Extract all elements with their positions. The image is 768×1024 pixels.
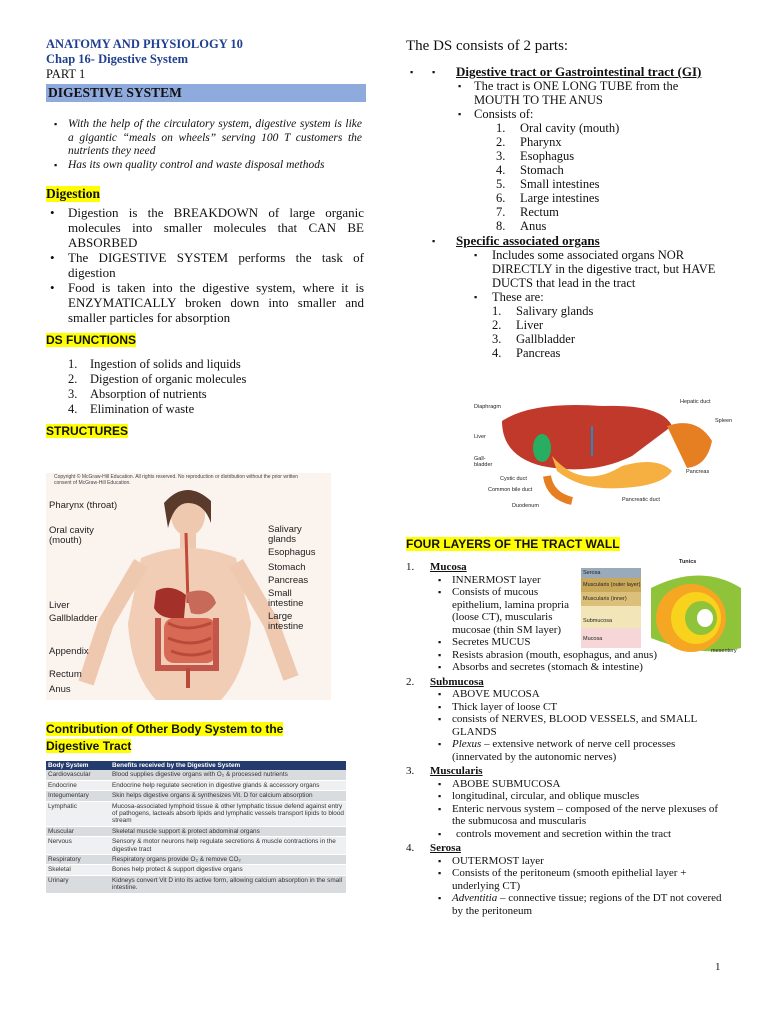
- label-pancreatic-duct: Pancreatic duct: [622, 497, 660, 503]
- submucosa-points: [434, 688, 726, 763]
- label-common-bile-duct: Common bile duct: [488, 487, 533, 493]
- label-liver-fig: Liver: [474, 434, 486, 440]
- ds-parts-intro: The DS consists of 2 parts:: [406, 38, 569, 54]
- layer-point: ▪ Enteric nervous system – composed of the nerve plexuses of the submucosa and muscularis: [434, 803, 726, 828]
- table-row: Urinary Kidneys convert Vit D into its active form, allowing calcium absorption in the small intestine.: [46, 875, 346, 893]
- tract-part: 1. Oral cavity (mouth): [496, 121, 620, 135]
- label-hepatic-duct: Hepatic duct: [680, 399, 711, 405]
- table-header: Body System: [46, 761, 110, 770]
- part-label: PART 1: [46, 67, 86, 81]
- label-gallbladder: Gallbladder: [49, 613, 98, 624]
- label-diaphragm: Diaphragm: [474, 404, 501, 410]
- label-small-intestine: Small intestine: [268, 588, 304, 609]
- label-mucosa-fig: Mucosa: [583, 636, 603, 642]
- table-row: Nervous Sensory & motor neurons help regulate secretions & muscle contractions in the digestive tract: [46, 837, 346, 855]
- label-oral-cavity: Oral cavity (mouth): [49, 525, 94, 546]
- digestion-item: • Food is taken into the digestive system, where it is ENZYMATICALLY broken down into smaller and smaller particles for absorption: [46, 280, 364, 325]
- contribution-table: [46, 761, 346, 894]
- label-appendix: Appendix: [49, 646, 89, 657]
- label-esophagus: Esophagus: [268, 547, 316, 558]
- digestion-heading: Digestion: [46, 186, 100, 201]
- function-item: 4. Elimination of waste: [68, 402, 195, 416]
- tract-sub-item: ▪ The tract is ONE LONG TUBE from the MOUTH TO THE ANUS: [458, 79, 679, 107]
- organ: 4. Pancreas: [492, 346, 561, 360]
- label-pharynx: Pharynx (throat): [49, 500, 118, 511]
- label-pancreas-fig: Pancreas: [686, 469, 710, 475]
- tract-part: 3. Esophagus: [496, 149, 575, 163]
- accessory-organs-figure: [472, 396, 740, 514]
- label-spleen: Spleen: [715, 418, 733, 424]
- label-duodenum: Duodenum: [512, 503, 539, 509]
- layer-point: ▪ OUTERMOST layer: [434, 855, 726, 868]
- layer-point: ▪ ABOBE SUBMUCOSA: [434, 778, 726, 791]
- left-column: [46, 0, 366, 440]
- organ: 2. Liver: [492, 318, 544, 332]
- function-item: 1. Ingestion of solids and liquids: [68, 357, 241, 371]
- table-row: Skeletal Bones help protect & support digestive organs: [46, 865, 346, 875]
- digestion-item: • Digestion is the BREAKDOWN of large organic molecules into smaller molecules that CAN BE ABSORBED: [46, 205, 364, 250]
- organs-sub-item: ▪ These are:: [474, 290, 544, 304]
- figure-copyright: Copyright © McGraw-Hill Education. All rights reserved. No reproduction or distribution without the prior written consent of McGraw-Hill Education.: [54, 474, 299, 486]
- layer-serosa: 4. Serosa: [406, 842, 461, 854]
- serosa-points: [434, 855, 726, 918]
- label-salivary-glands: Salivary glands: [268, 524, 302, 545]
- organs-sub-list: [472, 248, 722, 304]
- label-muscularis-inner: Muscularis (inner): [583, 596, 627, 602]
- label-muscularis-outer: Muscularis (outer layer): [583, 582, 641, 588]
- organs-items: [492, 304, 726, 360]
- label-cystic-duct: Cystic duct: [500, 476, 527, 482]
- label-mesentery: mesentery: [711, 648, 737, 654]
- muscularis-points: [434, 778, 726, 841]
- ds-parts-list: [406, 65, 726, 79]
- function-item: 3. Absorption of nutrients: [68, 387, 207, 401]
- label-gallbladder-fig: Gall-bladder: [474, 456, 493, 468]
- chapter-title: Chap 16- Digestive System: [46, 52, 189, 66]
- table-row: Lymphatic Mucosa-associated lymphoid tissue & other lymphatic tissue defend against entry of pathogens, lacteals absorb lipids and lymphatic vessels transport lipids to blood stream: [46, 801, 346, 826]
- layers-list: [406, 561, 726, 917]
- digestive-system-figure: [46, 473, 331, 700]
- tract-heading: Digestive tract or Gastrointestinal tract (GI): [456, 64, 702, 79]
- layer-point: ▪ longitudinal, circular, and oblique muscles: [434, 790, 726, 803]
- tract-part: 5. Small intestines: [496, 177, 600, 191]
- organ: 1. Salivary glands: [492, 304, 594, 318]
- layer-point: ▪ Consists of mucous epithelium, lamina propria (loose CT), muscularis mucosae (thin SM layer): [434, 586, 582, 636]
- label-pancreas: Pancreas: [268, 575, 309, 586]
- layer-submucosa: 2. Submucosa: [406, 675, 484, 688]
- table-row: Endocrine Endocrine help regulate secretion in digestive glands & accessory organs: [46, 780, 346, 790]
- function-item: 2. Digestion of organic molecules: [68, 372, 247, 386]
- tract-sub-item: ▪ Consists of:: [458, 107, 534, 121]
- contribution-heading: Contribution of Other Body System to the Digestive Tract: [46, 722, 284, 753]
- mucosa-points-narrow: [434, 574, 582, 649]
- tract-sub-list: [456, 79, 726, 121]
- intro-item: ▪ Has its own quality control and waste disposal methods: [46, 159, 362, 173]
- table-row: Integumentary Skin helps digestive organs & synthesizes Vit. D for calcium absorption: [46, 791, 346, 801]
- layer-point: ▪ Resists abrasion (mouth, esophagus, and anus): [434, 649, 726, 662]
- layer-point: ▪ Absorbs and secretes (stomach & intestine): [434, 661, 726, 674]
- tract-items: [496, 121, 726, 233]
- layer-muscularis: 3. Muscularis: [406, 765, 483, 777]
- label-submucosa-fig: Submucosa: [583, 618, 613, 624]
- organs-heading: Specific associated organs: [456, 233, 600, 248]
- contribution-table-wrap: [46, 761, 346, 894]
- structures-heading: STRUCTURES: [46, 424, 129, 438]
- organ: 3. Gallbladder: [492, 332, 576, 346]
- layer-point: ▪ consists of NERVES, BLOOD VESSELS, and SMALL GLANDS: [434, 713, 726, 738]
- layer-point: ▪ Adventitia – connective tissue; regions of the DT not covered by the peritoneum: [434, 892, 726, 917]
- tract-part: 7. Rectum: [496, 205, 559, 219]
- organs-item: ▪ Specific associated organs: [432, 233, 600, 248]
- digestion-list: [46, 205, 364, 325]
- label-liver: Liver: [49, 600, 70, 611]
- mucosa-points: [434, 649, 726, 674]
- layers-heading: FOUR LAYERS OF THE TRACT WALL: [406, 537, 620, 551]
- functions-heading: DS FUNCTIONS: [46, 333, 136, 347]
- label-stomach: Stomach: [268, 562, 306, 573]
- functions-list: [46, 357, 366, 417]
- digestion-item: • The DIGESTIVE SYSTEM performs the task of digestion: [46, 250, 364, 280]
- tract-item: ▪ ▪ Digestive tract or Gastrointestinal tract (GI): [406, 65, 726, 79]
- layer-point: ▪ INNERMOST layer: [434, 574, 582, 587]
- layer-point: ▪ Thick layer of loose CT: [434, 701, 726, 714]
- layer-mucosa: 1. Mucosa: [406, 561, 467, 573]
- intro-item: ▪ With the help of the circulatory system, digestive system is like a gigantic “meals on wheels” serving 100 T customers the nutrients they need: [46, 118, 362, 159]
- layer-point: ▪ Secretes MUCUS: [434, 636, 582, 649]
- course-title: ANATOMY AND PHYSIOLOGY 10: [46, 37, 243, 51]
- table-row: Cardiovascular Blood supplies digestive organs with O₂ & processed nutrients: [46, 770, 346, 780]
- page-number: 1: [715, 961, 721, 973]
- right-column: [406, 0, 726, 360]
- organs-sub-item: ▪ Includes some associated organs NOR DIRECTLY in the digestive tract, but HAVE DUCTS that lead in the tract: [474, 248, 716, 290]
- label-serosa-fig: Serosa: [583, 570, 601, 576]
- label-anus: Anus: [49, 684, 71, 695]
- table-header: Benefits received by the Digestive System: [110, 761, 346, 770]
- section-band-title: DIGESTIVE SYSTEM: [46, 84, 366, 102]
- layer-point: ▪ Plexus – extensive network of nerve cell processes (innervated by the autonomic nerves): [434, 738, 726, 763]
- layer-point: ▪ Consists of the peritoneum (smooth epithelial layer + underlying CT): [434, 867, 726, 892]
- label-rectum: Rectum: [49, 669, 82, 680]
- tract-part: 4. Stomach: [496, 163, 564, 177]
- table-row: Respiratory Respiratory organs provide O₂ & remove CO₂: [46, 855, 346, 865]
- tract-part: 2. Pharynx: [496, 135, 562, 149]
- tract-part: 6. Large intestines: [496, 191, 600, 205]
- label-tunics: Tunics: [679, 559, 697, 565]
- layer-point: ▪ ABOVE MUCOSA: [434, 688, 726, 701]
- accessory-organs-illustration: [472, 396, 740, 514]
- tract-part: 8. Anus: [496, 219, 547, 233]
- table-row: Muscular Skeletal muscle support & protect abdominal organs: [46, 826, 346, 836]
- label-large-intestine: Large intestine: [268, 611, 304, 632]
- layer-point: ▪ controls movement and secretion within the tract: [434, 828, 726, 841]
- intro-list: [46, 118, 362, 172]
